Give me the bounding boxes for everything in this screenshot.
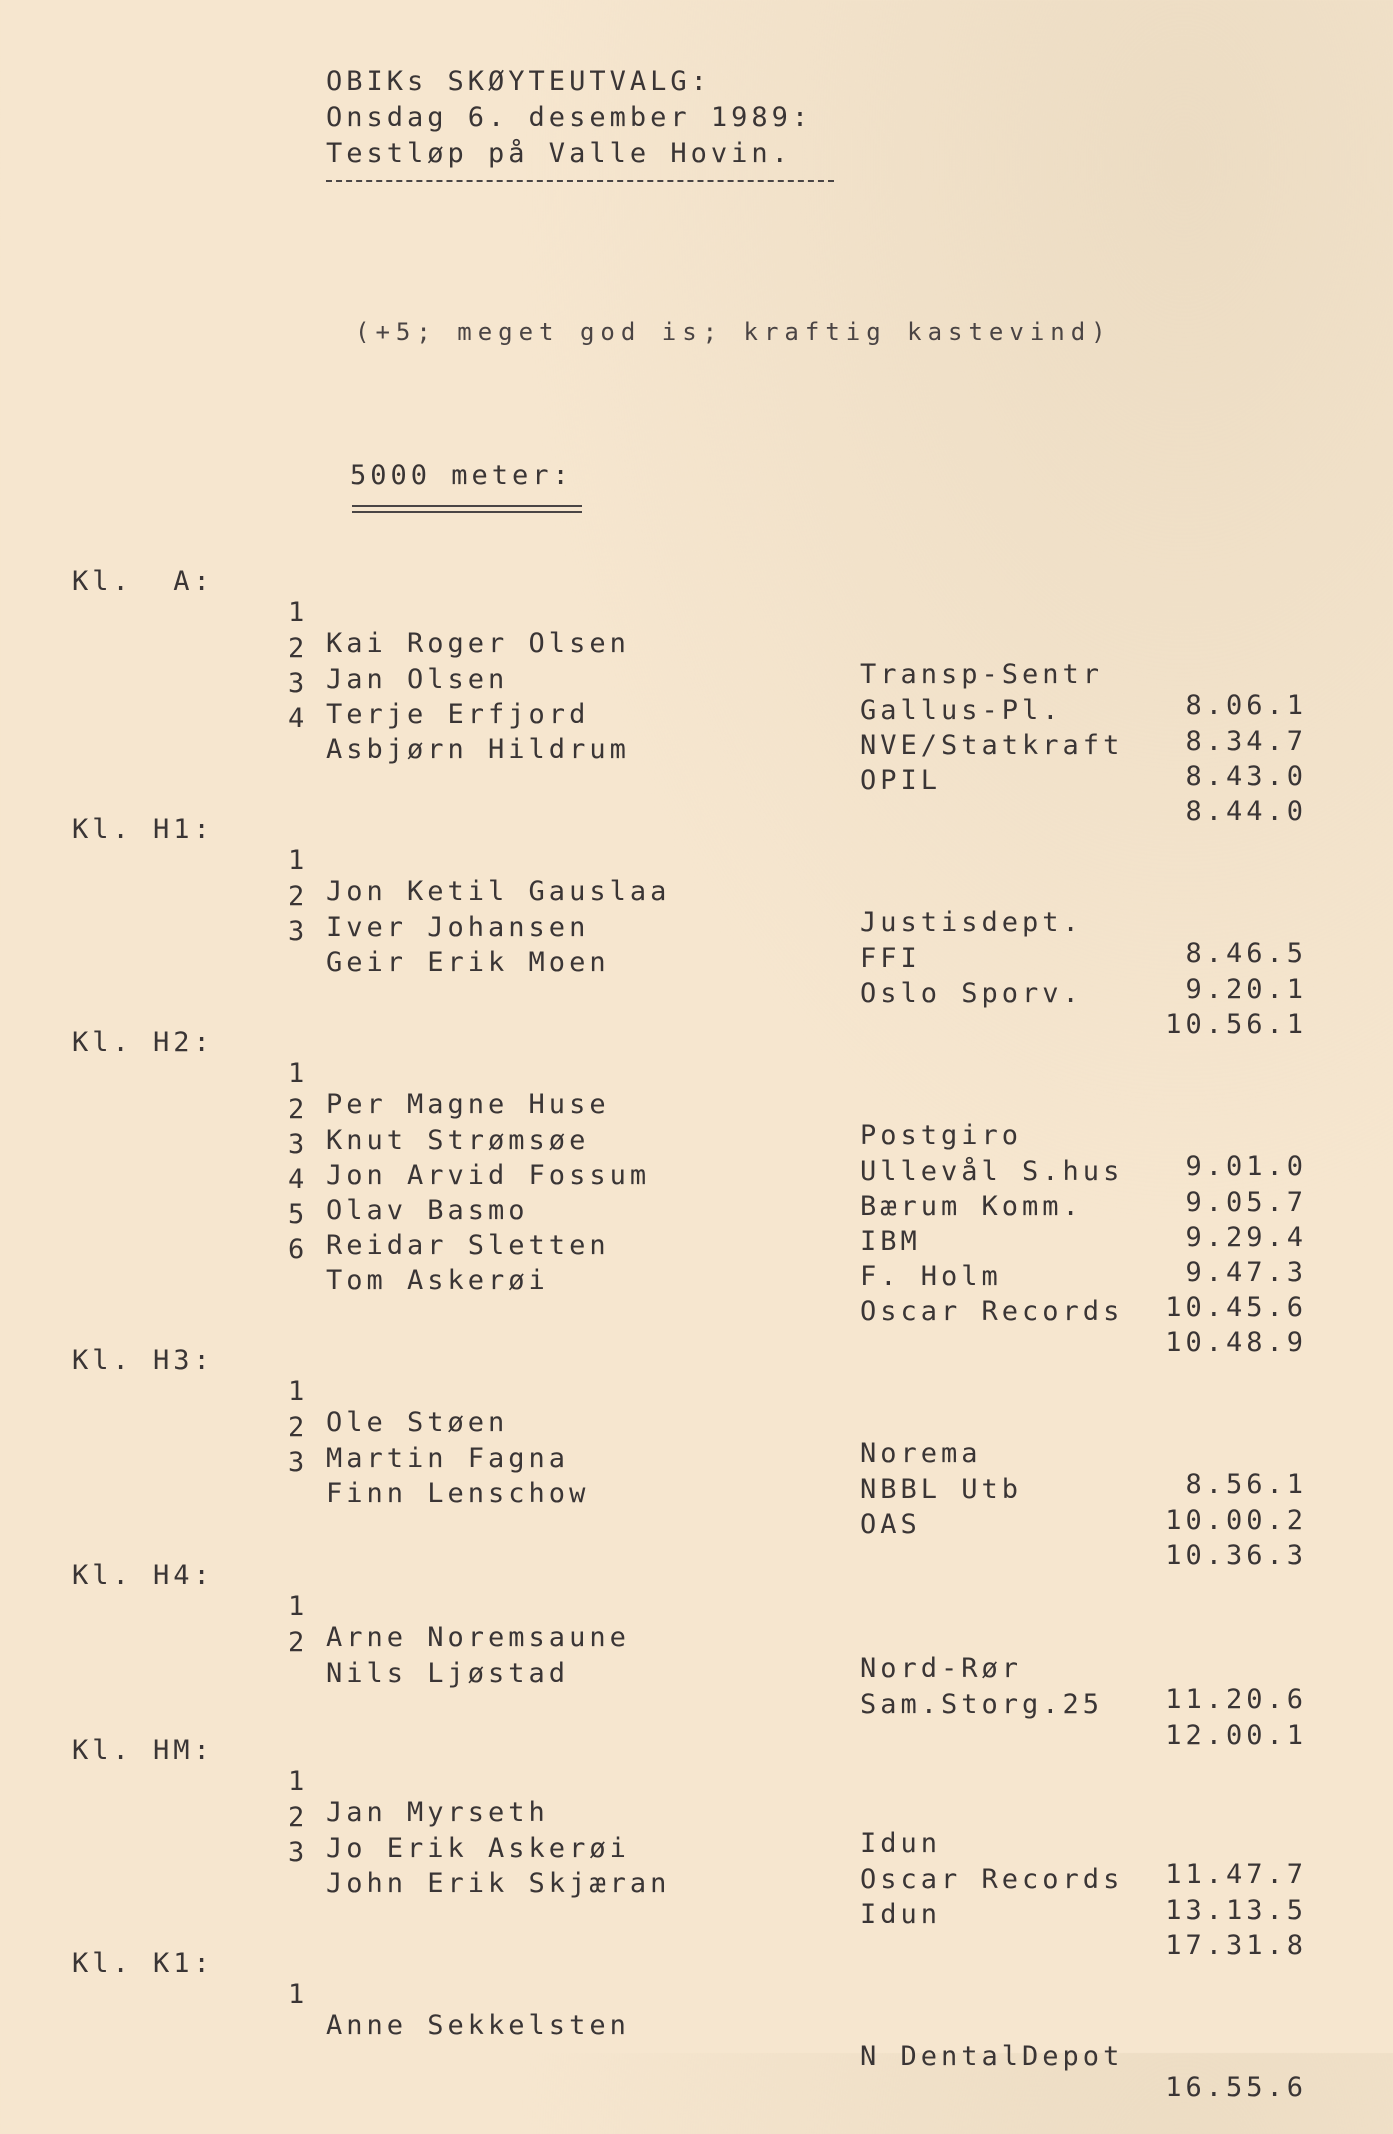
header-underline: [326, 180, 834, 182]
finish-time: 12.00.1: [1165, 1720, 1307, 1751]
club-name: Ullevål S.hus: [860, 1156, 1124, 1187]
finish-time: 9.29.4: [1185, 1222, 1307, 1253]
finish-time: 10.36.3: [1165, 1540, 1307, 1571]
place: 2: [288, 881, 309, 912]
place: 1: [288, 597, 309, 628]
class-label: Kl. H3:: [72, 1345, 214, 1376]
finish-time: 10.56.1: [1165, 1009, 1307, 1040]
place: 1: [288, 845, 309, 876]
class-label: Kl. A:: [72, 566, 214, 597]
club-name: Sam.Storg.25: [860, 1689, 1104, 1720]
skater-name: Olav Basmo: [326, 1195, 529, 1226]
conditions-note: (+5; meget god is; kraftig kastevind): [355, 318, 1112, 346]
skater-name: Knut Strømsøe: [326, 1125, 590, 1156]
place: 3: [288, 1837, 309, 1868]
place: 3: [288, 1129, 309, 1160]
place: 2: [288, 1094, 309, 1125]
place: 6: [288, 1234, 309, 1265]
finish-time: 16.55.6: [1165, 2072, 1307, 2103]
skater-name: Jon Ketil Gauslaa: [326, 876, 671, 907]
finish-time: 10.00.2: [1165, 1505, 1307, 1536]
distance-underline-second: [352, 511, 582, 513]
club-title: OBIKs SKØYTEUTVALG:: [326, 66, 711, 97]
finish-time: 13.13.5: [1165, 1895, 1307, 1926]
place: 3: [288, 916, 309, 947]
club-name: Bærum Komm.: [860, 1191, 1083, 1222]
skater-name: John Erik Skjæran: [326, 1868, 671, 1899]
club-name: Justisdept.: [860, 907, 1083, 938]
place: 3: [288, 668, 309, 699]
skater-name: Asbjørn Hildrum: [326, 734, 630, 765]
skater-name: Martin Fagna: [326, 1443, 570, 1474]
club-name: Oscar Records: [860, 1864, 1124, 1895]
place: 5: [288, 1199, 309, 1230]
skater-name: Reidar Sletten: [326, 1230, 610, 1261]
skater-name: Jan Olsen: [326, 664, 509, 695]
club-name: Norema: [860, 1438, 982, 1469]
skater-name: Finn Lenschow: [326, 1478, 590, 1509]
place: 2: [288, 1412, 309, 1443]
club-name: Idun: [860, 1828, 942, 1859]
finish-time: 11.47.7: [1165, 1859, 1307, 1890]
club-name: OAS: [860, 1509, 921, 1540]
club-name: Oslo Sporv.: [860, 978, 1083, 1009]
place: 2: [288, 1627, 309, 1658]
class-label: Kl. K1:: [72, 1948, 214, 1979]
skater-name: Ole Støen: [326, 1407, 509, 1438]
club-name: Postgiro: [860, 1120, 1023, 1151]
place: 1: [288, 1766, 309, 1797]
skater-name: Iver Johansen: [326, 912, 590, 943]
finish-time: 9.05.7: [1185, 1187, 1307, 1218]
skater-name: Nils Ljøstad: [326, 1658, 570, 1689]
result-row: [0, 1948, 1393, 2103]
distance-heading: 5000 meter:: [350, 460, 573, 491]
place: 1: [288, 1058, 309, 1089]
finish-time: 8.46.5: [1185, 938, 1307, 969]
skater-name: Anne Sekkelsten: [326, 2010, 630, 2041]
club-name: Oscar Records: [860, 1296, 1124, 1327]
club-name: FFI: [860, 943, 921, 974]
finish-time: 8.44.0: [1185, 796, 1307, 827]
place: 1: [288, 1376, 309, 1407]
club-name: N DentalDepot: [860, 2041, 1124, 2072]
finish-time: 9.47.3: [1185, 1257, 1307, 1288]
finish-time: 10.48.9: [1165, 1327, 1307, 1358]
skater-name: Tom Askerøi: [326, 1265, 549, 1296]
finish-time: 10.45.6: [1165, 1292, 1307, 1323]
place: 4: [288, 1164, 309, 1195]
finish-time: 9.20.1: [1185, 974, 1307, 1005]
finish-time: 9.01.0: [1185, 1151, 1307, 1182]
club-name: OPIL: [860, 765, 942, 796]
place: 1: [288, 1979, 309, 2010]
club-name: Idun: [860, 1899, 942, 1930]
event-title: Testløp på Valle Hovin.: [326, 138, 792, 169]
club-name: Transp-Sentr: [860, 659, 1104, 690]
club-name: NVE/Statkraft: [860, 730, 1124, 761]
club-name: NBBL Utb: [860, 1474, 1023, 1505]
finish-time: 17.31.8: [1165, 1930, 1307, 1961]
place: 1: [288, 1591, 309, 1622]
skater-name: Arne Noremsaune: [326, 1622, 630, 1653]
class-label: Kl. HM:: [72, 1735, 214, 1766]
skater-name: Geir Erik Moen: [326, 947, 610, 978]
club-name: IBM: [860, 1226, 921, 1257]
place: 4: [288, 703, 309, 734]
class-label: Kl. H2:: [72, 1027, 214, 1058]
club-name: Gallus-Pl.: [860, 695, 1063, 726]
skater-name: Kai Roger Olsen: [326, 628, 630, 659]
place: 3: [288, 1447, 309, 1478]
skater-name: Jan Myrseth: [326, 1797, 549, 1828]
finish-time: 11.20.6: [1165, 1684, 1307, 1715]
place: 2: [288, 633, 309, 664]
club-name: Nord-Rør: [860, 1653, 1023, 1684]
finish-time: 8.34.7: [1185, 726, 1307, 757]
event-date: Onsdag 6. desember 1989:: [326, 102, 813, 133]
finish-time: 8.43.0: [1185, 761, 1307, 792]
skater-name: Jon Arvid Fossum: [326, 1160, 651, 1191]
skater-name: Per Magne Huse: [326, 1089, 610, 1120]
class-label: Kl. H1:: [72, 814, 214, 845]
distance-underline: [352, 505, 582, 507]
finish-time: 8.56.1: [1185, 1469, 1307, 1500]
skater-name: Terje Erfjord: [326, 699, 590, 730]
class-label: Kl. H4:: [72, 1560, 214, 1591]
place: 2: [288, 1802, 309, 1833]
finish-time: 8.06.1: [1185, 690, 1307, 721]
skater-name: Jo Erik Askerøi: [326, 1833, 630, 1864]
document-header: [326, 64, 812, 172]
club-name: F. Holm: [860, 1261, 1002, 1292]
